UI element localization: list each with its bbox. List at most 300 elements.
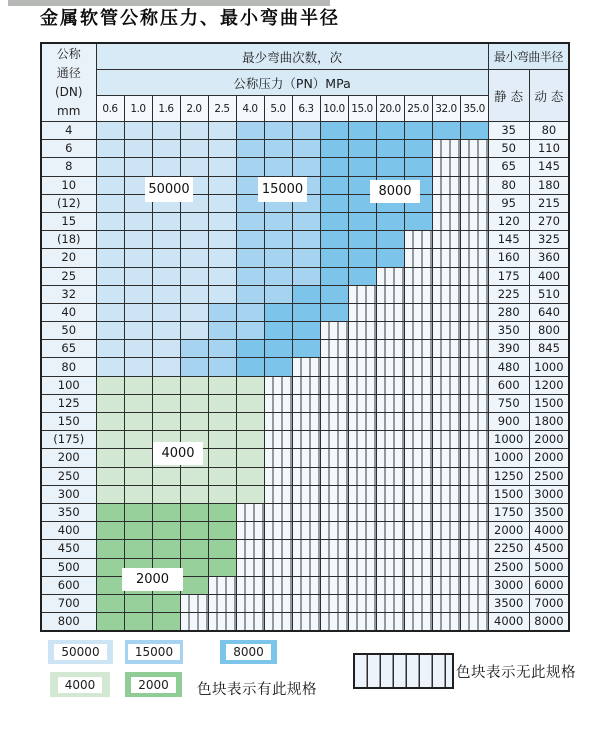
spec-row <box>41 413 569 431</box>
spec-table-header <box>41 43 569 122</box>
static-radius-value: 480 <box>488 358 529 376</box>
static-radius-value: 160 <box>488 249 529 267</box>
spec-row <box>41 140 569 158</box>
dn-label: 8 <box>41 158 96 176</box>
spec-cell <box>124 540 152 558</box>
static-radius-value: 145 <box>488 231 529 249</box>
no-spec-cell <box>432 522 460 540</box>
spec-row <box>41 594 569 612</box>
spec-cell <box>292 249 320 267</box>
no-spec-cell <box>236 522 264 540</box>
spec-row <box>41 285 569 303</box>
spec-cell <box>124 449 152 467</box>
no-spec-cell <box>432 485 460 503</box>
no-spec-cell <box>348 576 376 594</box>
no-spec-cell <box>264 449 292 467</box>
static-radius-value: 1250 <box>488 467 529 485</box>
no-spec-cell <box>292 485 320 503</box>
no-spec-cell <box>432 231 460 249</box>
spec-cell <box>124 212 152 230</box>
spec-cell <box>96 358 124 376</box>
dynamic-radius-value: 8000 <box>529 613 569 632</box>
no-spec-cell <box>404 594 432 612</box>
spec-cell <box>292 285 320 303</box>
no-spec-cell <box>432 449 460 467</box>
no-spec-cell <box>432 285 460 303</box>
no-spec-cell <box>236 540 264 558</box>
no-spec-cell <box>404 340 432 358</box>
spec-cell <box>124 140 152 158</box>
dn-header-line: 通径 <box>56 65 81 80</box>
no-spec-cell <box>292 540 320 558</box>
no-spec-cell <box>320 376 348 394</box>
no-spec-cell <box>432 249 460 267</box>
dynamic-radius-value: 6000 <box>529 576 569 594</box>
spec-cell <box>152 503 180 521</box>
no-spec-cell <box>348 540 376 558</box>
spec-cell <box>236 467 264 485</box>
dynamic-radius-value: 215 <box>529 194 569 212</box>
spec-cell <box>96 212 124 230</box>
spec-cell <box>404 140 432 158</box>
spec-cell <box>124 303 152 321</box>
dynamic-radius-value: 510 <box>529 285 569 303</box>
spec-cell <box>208 540 236 558</box>
no-spec-cell <box>432 158 460 176</box>
spec-row <box>41 522 569 540</box>
spec-cell <box>96 522 124 540</box>
spec-cell <box>124 122 152 140</box>
spec-cell <box>348 140 376 158</box>
no-spec-cell <box>432 613 460 632</box>
spec-cell <box>236 303 264 321</box>
spec-cell <box>208 176 236 194</box>
spec-cell <box>264 212 292 230</box>
spec-cell <box>320 122 348 140</box>
no-spec-cell <box>432 140 460 158</box>
static-radius-value: 50 <box>488 140 529 158</box>
spec-cell <box>152 158 180 176</box>
pressure-column-header: 10.0 <box>320 96 348 122</box>
no-spec-cell <box>460 267 488 285</box>
no-spec-cell <box>460 467 488 485</box>
spec-cell <box>152 413 180 431</box>
spec-cell <box>152 122 180 140</box>
spec-cell <box>320 249 348 267</box>
no-spec-cell <box>320 576 348 594</box>
no-spec-cell <box>376 322 404 340</box>
spec-cell <box>264 303 292 321</box>
spec-cell <box>152 467 180 485</box>
spec-cell <box>292 322 320 340</box>
no-spec-cell <box>376 594 404 612</box>
spec-row <box>41 376 569 394</box>
spec-cell <box>152 540 180 558</box>
dynamic-radius-value: 2500 <box>529 467 569 485</box>
dynamic-radius-value: 3000 <box>529 485 569 503</box>
dn-label: 700 <box>41 594 96 612</box>
spec-cell <box>124 249 152 267</box>
spec-cell <box>208 358 236 376</box>
dn-label: 6 <box>41 140 96 158</box>
no-spec-cell <box>432 176 460 194</box>
static-radius-value: 95 <box>488 194 529 212</box>
no-spec-cell <box>208 594 236 612</box>
no-spec-cell <box>348 613 376 632</box>
no-spec-cell <box>460 285 488 303</box>
spec-row <box>41 212 569 230</box>
spec-cell <box>152 376 180 394</box>
spec-cell <box>180 158 208 176</box>
spec-cell <box>180 340 208 358</box>
no-spec-cell <box>376 467 404 485</box>
dn-label: 32 <box>41 285 96 303</box>
no-spec-cell <box>460 376 488 394</box>
spec-row <box>41 267 569 285</box>
no-spec-cell <box>404 613 432 632</box>
spec-cell <box>96 467 124 485</box>
no-spec-cell <box>460 358 488 376</box>
spec-cell <box>264 231 292 249</box>
spec-cell <box>152 594 180 612</box>
spec-cell <box>320 303 348 321</box>
no-spec-cell <box>432 267 460 285</box>
no-spec-cell <box>404 449 432 467</box>
spec-row <box>41 449 569 467</box>
dynamic-radius-value: 180 <box>529 176 569 194</box>
no-spec-cell <box>348 522 376 540</box>
no-spec-cell <box>460 522 488 540</box>
no-spec-cell <box>404 467 432 485</box>
no-spec-cell <box>460 322 488 340</box>
no-spec-cell <box>432 576 460 594</box>
spec-cell <box>236 322 264 340</box>
no-spec-cell <box>376 394 404 412</box>
spec-row <box>41 158 569 176</box>
spec-cell <box>236 231 264 249</box>
spec-cell <box>320 212 348 230</box>
spec-cell <box>124 394 152 412</box>
no-spec-cell <box>292 413 320 431</box>
spec-cell <box>96 158 124 176</box>
no-spec-cell <box>460 231 488 249</box>
no-spec-cell <box>320 322 348 340</box>
no-spec-cell <box>460 158 488 176</box>
no-spec-cell <box>236 594 264 612</box>
spec-cell <box>152 140 180 158</box>
spec-cell <box>432 122 460 140</box>
no-spec-cell <box>404 285 432 303</box>
no-spec-cell <box>404 231 432 249</box>
spec-cell <box>96 176 124 194</box>
dynamic-radius-value: 325 <box>529 231 569 249</box>
no-spec-cell <box>264 431 292 449</box>
spec-cell <box>124 267 152 285</box>
spec-cell <box>264 322 292 340</box>
no-spec-cell <box>180 613 208 632</box>
spec-cell <box>180 267 208 285</box>
no-spec-cell <box>264 467 292 485</box>
no-spec-cell <box>404 558 432 576</box>
dn-column-header <box>41 43 96 122</box>
legend-swatch-2000 <box>125 672 182 697</box>
no-spec-cell <box>404 522 432 540</box>
spec-cell <box>180 467 208 485</box>
no-spec-cell <box>376 358 404 376</box>
no-spec-cell <box>348 322 376 340</box>
dn-label: 4 <box>41 122 96 140</box>
dynamic-radius-value: 270 <box>529 212 569 230</box>
spec-row <box>41 503 569 521</box>
no-spec-cell <box>432 376 460 394</box>
dynamic-radius-value: 2000 <box>529 449 569 467</box>
no-spec-cell <box>432 540 460 558</box>
spec-cell <box>208 122 236 140</box>
static-radius-value: 2500 <box>488 558 529 576</box>
legend-swatch-15000 <box>125 640 183 664</box>
no-spec-cell <box>320 449 348 467</box>
spec-cell <box>236 485 264 503</box>
no-spec-cell <box>460 503 488 521</box>
legend-available-note: 色块表示有此规格 <box>197 682 317 698</box>
spec-cell <box>320 140 348 158</box>
legend-swatch-label: 2000 <box>131 677 176 693</box>
pressure-column-header: 15.0 <box>348 96 376 122</box>
no-spec-cell <box>320 394 348 412</box>
no-spec-cell <box>264 576 292 594</box>
no-spec-cell <box>376 503 404 521</box>
spec-cell <box>208 158 236 176</box>
spec-cell <box>264 249 292 267</box>
dynamic-radius-value: 145 <box>529 158 569 176</box>
spec-cell <box>124 503 152 521</box>
static-column-header: 静 态 <box>488 70 529 122</box>
no-spec-cell <box>376 576 404 594</box>
no-spec-cell <box>432 322 460 340</box>
spec-cell <box>152 340 180 358</box>
dn-label: 800 <box>41 613 96 632</box>
spec-cell <box>180 322 208 340</box>
spec-cell <box>264 158 292 176</box>
legend-swatch-label: 4000 <box>58 677 103 693</box>
spec-cell <box>208 394 236 412</box>
dynamic-radius-value: 800 <box>529 322 569 340</box>
no-spec-cell <box>460 394 488 412</box>
pressure-column-header: 2.0 <box>180 96 208 122</box>
spec-cell <box>236 376 264 394</box>
spec-cell <box>124 467 152 485</box>
no-spec-cell <box>404 303 432 321</box>
legend-swatch-label: 50000 <box>54 644 106 660</box>
no-spec-cell <box>348 303 376 321</box>
dn-label: 80 <box>41 358 96 376</box>
static-radius-value: 225 <box>488 285 529 303</box>
spec-cell <box>96 249 124 267</box>
no-spec-cell <box>348 485 376 503</box>
dn-label: 300 <box>41 485 96 503</box>
no-spec-cell <box>292 467 320 485</box>
spec-cell <box>208 212 236 230</box>
spec-cell <box>236 267 264 285</box>
spec-cell <box>180 249 208 267</box>
no-spec-cell <box>264 594 292 612</box>
spec-cell <box>152 212 180 230</box>
spec-cell <box>124 231 152 249</box>
spec-cell <box>208 140 236 158</box>
static-radius-value: 3000 <box>488 576 529 594</box>
no-spec-cell <box>460 558 488 576</box>
pressure-band-header: 公称压力（PN）MPa <box>96 70 488 96</box>
no-spec-cell <box>292 558 320 576</box>
spec-cell <box>96 613 124 632</box>
no-spec-cell <box>460 485 488 503</box>
spec-cell <box>96 576 124 594</box>
spec-cell <box>208 285 236 303</box>
spec-cell <box>376 231 404 249</box>
spec-cell <box>460 122 488 140</box>
spec-cell <box>152 322 180 340</box>
no-spec-cell <box>348 358 376 376</box>
spec-cell <box>96 194 124 212</box>
spec-cell <box>180 231 208 249</box>
spec-cell <box>96 558 124 576</box>
spec-cell <box>236 212 264 230</box>
no-spec-cell <box>460 594 488 612</box>
legend-swatch-50000 <box>48 640 113 664</box>
spec-cell <box>208 340 236 358</box>
legend-swatch-label: 15000 <box>128 644 180 660</box>
dynamic-radius-value: 5000 <box>529 558 569 576</box>
no-spec-cell <box>264 413 292 431</box>
spec-row <box>41 613 569 632</box>
dn-label: 400 <box>41 522 96 540</box>
no-spec-cell <box>432 467 460 485</box>
spec-cell <box>292 158 320 176</box>
zone-label-2000: 2000 <box>122 568 183 591</box>
spec-cell <box>96 340 124 358</box>
spec-cell <box>208 231 236 249</box>
spec-cell <box>124 358 152 376</box>
spec-cell <box>320 267 348 285</box>
spec-cell <box>124 522 152 540</box>
spec-cell <box>152 303 180 321</box>
spec-cell <box>96 485 124 503</box>
spec-row <box>41 394 569 412</box>
spec-cell <box>264 122 292 140</box>
dn-label: 50 <box>41 322 96 340</box>
legend-unavailable-note: 色块表示无此规格 <box>456 665 576 681</box>
spec-cell <box>180 503 208 521</box>
pressure-column-header: 32.0 <box>432 96 460 122</box>
spec-cell <box>124 285 152 303</box>
dynamic-radius-value: 7000 <box>529 594 569 612</box>
spec-cell <box>348 158 376 176</box>
no-spec-cell <box>404 376 432 394</box>
spec-cell <box>264 340 292 358</box>
no-spec-cell <box>320 613 348 632</box>
spec-cell <box>236 122 264 140</box>
spec-cell <box>180 140 208 158</box>
spec-row <box>41 558 569 576</box>
no-spec-cell <box>292 503 320 521</box>
spec-cell <box>376 122 404 140</box>
no-spec-cell <box>264 522 292 540</box>
no-spec-cell <box>208 576 236 594</box>
pressure-column-header: 25.0 <box>404 96 432 122</box>
no-spec-cell <box>404 322 432 340</box>
dynamic-radius-value: 400 <box>529 267 569 285</box>
no-spec-cell <box>264 376 292 394</box>
spec-row <box>41 431 569 449</box>
spec-cell <box>180 576 208 594</box>
no-spec-cell <box>376 613 404 632</box>
spec-row <box>41 249 569 267</box>
no-spec-cell <box>432 594 460 612</box>
spec-cell <box>180 285 208 303</box>
no-spec-cell <box>404 249 432 267</box>
static-radius-value: 2250 <box>488 540 529 558</box>
spec-cell <box>264 140 292 158</box>
spec-cell <box>124 322 152 340</box>
spec-cell <box>348 267 376 285</box>
zone-label-15000: 15000 <box>258 177 307 202</box>
dn-header-line: 公称 <box>56 46 81 61</box>
spec-cell <box>376 249 404 267</box>
spec-cell <box>292 231 320 249</box>
spec-cell <box>124 485 152 503</box>
no-spec-cell <box>460 176 488 194</box>
static-radius-value: 1000 <box>488 449 529 467</box>
no-spec-cell <box>292 613 320 632</box>
spec-cell <box>264 267 292 285</box>
spec-cell <box>152 613 180 632</box>
spec-cell <box>96 413 124 431</box>
bend-cycles-header: 最少弯曲次数，次 <box>96 43 488 70</box>
spec-cell <box>208 303 236 321</box>
spec-cell <box>96 449 124 467</box>
no-spec-cell <box>292 449 320 467</box>
spec-cell <box>208 249 236 267</box>
dynamic-radius-value: 80 <box>529 122 569 140</box>
dn-header-line: (DN) <box>54 84 83 99</box>
spec-row <box>41 322 569 340</box>
spec-cell <box>152 522 180 540</box>
no-spec-cell <box>292 522 320 540</box>
no-spec-cell <box>432 413 460 431</box>
spec-cell <box>152 358 180 376</box>
spec-cell <box>348 122 376 140</box>
spec-cell <box>124 158 152 176</box>
spec-cell <box>320 176 348 194</box>
dynamic-radius-value: 3500 <box>529 503 569 521</box>
dynamic-radius-value: 4500 <box>529 540 569 558</box>
spec-cell <box>96 540 124 558</box>
no-spec-cell <box>460 303 488 321</box>
dn-label: 40 <box>41 303 96 321</box>
spec-row <box>41 303 569 321</box>
bend-radius-header: 最小弯曲半径 <box>488 43 569 70</box>
spec-cell <box>292 340 320 358</box>
no-spec-cell <box>460 249 488 267</box>
no-spec-cell <box>264 503 292 521</box>
spec-row <box>41 231 569 249</box>
spec-table-wrap <box>40 42 568 632</box>
spec-cell <box>376 212 404 230</box>
static-radius-value: 1000 <box>488 431 529 449</box>
dn-label: 20 <box>41 249 96 267</box>
no-spec-cell <box>432 431 460 449</box>
spec-cell <box>404 158 432 176</box>
